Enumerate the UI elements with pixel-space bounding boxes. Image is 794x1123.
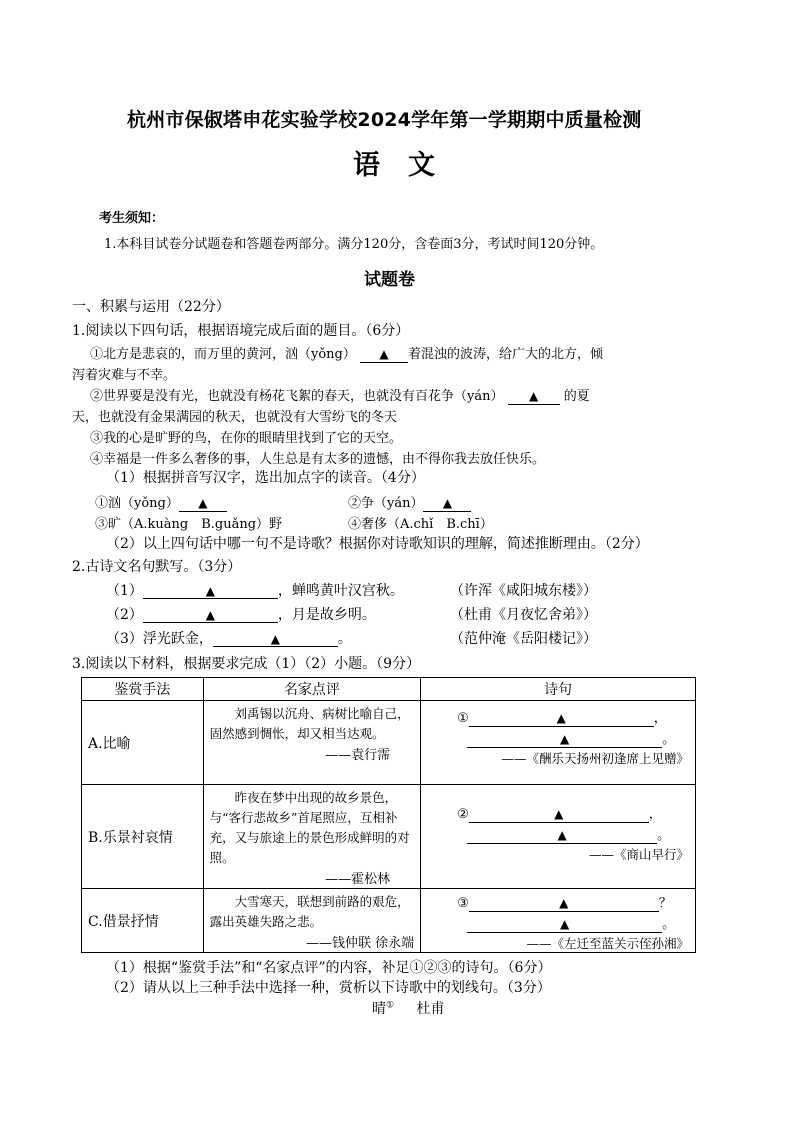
- verse-source: ——《左迁至蓝关示侄孙湘》: [526, 936, 689, 951]
- notice-heading: 考生须知：: [99, 211, 165, 226]
- table-row: [82, 701, 696, 785]
- poem-title: 晴: [372, 1001, 386, 1017]
- table-row: [82, 889, 696, 953]
- section-heading: 一、积累与运用（22分）: [72, 299, 230, 315]
- table-header-cell: 鉴赏手法: [82, 678, 204, 701]
- notice-item-1: 1.本科目试卷分试题卷和答题卷两部分。满分120分，含卷面3分，考试时间120分钟。: [104, 237, 604, 252]
- q1-option-2: ②争（yán） ▲: [348, 492, 471, 512]
- q1-sub1: （1）根据拼音写汉字，选出加点字的读音。（4分）: [106, 470, 425, 486]
- poem-author: 杜甫: [416, 1001, 445, 1017]
- poem-footnote-mark: ①: [386, 1000, 395, 1011]
- q2-line-3: （3）浮光跃金， ▲ 。: [106, 631, 352, 647]
- critique-cell: 大雪寒天，联想到前路的艰危，露出英雄失路之悲。 ——钱仲联 徐永端: [203, 889, 420, 953]
- q1-sentence-2-cont: 天，也就没有金果满园的秋天，也就没有大雪纷飞的冬天: [72, 410, 398, 425]
- table-header-cell: 诗句: [421, 678, 696, 701]
- method-cell: C.借景抒情: [82, 889, 204, 953]
- q3-sub2: （2）请从以上三种手法中选择一种，赏析以下诗歌中的划线句。（3分）: [106, 980, 551, 996]
- method-cell: A.比喻: [82, 701, 204, 785]
- verse-source: ——《商山早行》: [588, 847, 689, 862]
- q1-sub2: （2）以上四句话中哪一句不是诗歌？根据你对诗歌知识的理解，简述推断理由。（2分）: [106, 536, 649, 552]
- q1-option-3: ③旷（A.kuàng B.guǎng）野: [95, 517, 283, 532]
- q3-sub1: （1）根据“鉴赏手法”和“名家点评”的内容，补足①②③的诗句。（6分）: [106, 960, 552, 976]
- q1-option-4: ④奢侈（A.chǐ B.chī）: [348, 517, 493, 532]
- q1-sentence-2: ②世界要是没有光，也就没有杨花飞絮的春天，也就没有百花争（yán） ▲ 的夏: [90, 389, 590, 404]
- q1-sentence-3: ③我的心是旷野的鸟，在你的眼睛里找到了它的天空。: [90, 431, 403, 446]
- q1-sentence-4: ④幸福是一件多么奢侈的事，人生总是有太多的遗憾，由不得你我去放任快乐。: [90, 452, 546, 467]
- critic-name: ——袁行霈: [325, 748, 391, 763]
- critic-name: ——霍松林: [325, 872, 391, 887]
- q1-sentence-1: ①北方是悲哀的，而万里的黄河，汹（yǒng） ▲ 着混浊的波涛，给广大的北方，倾: [90, 347, 604, 362]
- table-row: [82, 785, 696, 889]
- q2-source-3: （范仲淹《岳阳楼记》）: [450, 631, 597, 647]
- q1-sentence-1-cont: 泻着灾难与不幸。: [72, 368, 177, 383]
- paper-title: 试题卷: [364, 270, 415, 290]
- q1-option-1: ①汹（yǒng） ▲: [95, 492, 227, 512]
- method-cell: B.乐景衬哀情: [82, 785, 204, 889]
- q2-source-1: （许浑《咸阳城东楼》）: [450, 583, 597, 599]
- q1-stem: 1.阅读以下四句话，根据语境完成后面的题目。（6分）: [72, 323, 410, 339]
- exam-title: 杭州市保俶塔申花实验学校2024学年第一学期期中质量检测: [127, 109, 642, 131]
- q2-source-2: （杜甫《月夜忆舍弟》）: [450, 607, 597, 623]
- verse-cell: ③ ▲ ？ ▲ 。 ——《左迁至蓝关示侄孙湘》: [421, 889, 696, 953]
- verse-cell: ② ▲ ， ▲ 。 ——《商山早行》: [421, 785, 696, 889]
- critique-cell: 刘禹锡以沉舟、病树比喻自己，固然感到惆怅，却又相当达观。 ——袁行霈: [203, 701, 420, 785]
- q2-stem: 2.古诗文名句默写。（3分）: [72, 559, 242, 575]
- poem-heading: [372, 998, 445, 1018]
- q2-line-1: （1） ▲ ，蝉鸣黄叶汉宫秋。: [106, 583, 404, 599]
- critique-cell: 昨夜在梦中出现的故乡景色，与“客行悲故乡”首尾照应，互相补充，又与旅途上的景色形成鲜明的对照。 ——霍松林: [203, 785, 420, 889]
- blank-marker: ▲: [379, 347, 389, 361]
- table-header-row: [82, 678, 696, 701]
- subject-title: 语文: [353, 150, 463, 181]
- verse-cell: ① ▲ ， ▲ 。 ——《酬乐天扬州初逢席上见赠》: [421, 701, 696, 785]
- q3-stem: 3.阅读以下材料，根据要求完成（1）（2）小题。（9分）: [72, 656, 421, 672]
- verse-source: ——《酬乐天扬州初逢席上见赠》: [501, 751, 689, 766]
- appreciation-table: [81, 677, 696, 953]
- table-header-cell: 名家点评: [203, 678, 420, 701]
- q2-line-2: （2） ▲ ，月是故乡明。: [106, 607, 376, 623]
- critic-name: ——钱仲联 徐永端: [305, 936, 415, 951]
